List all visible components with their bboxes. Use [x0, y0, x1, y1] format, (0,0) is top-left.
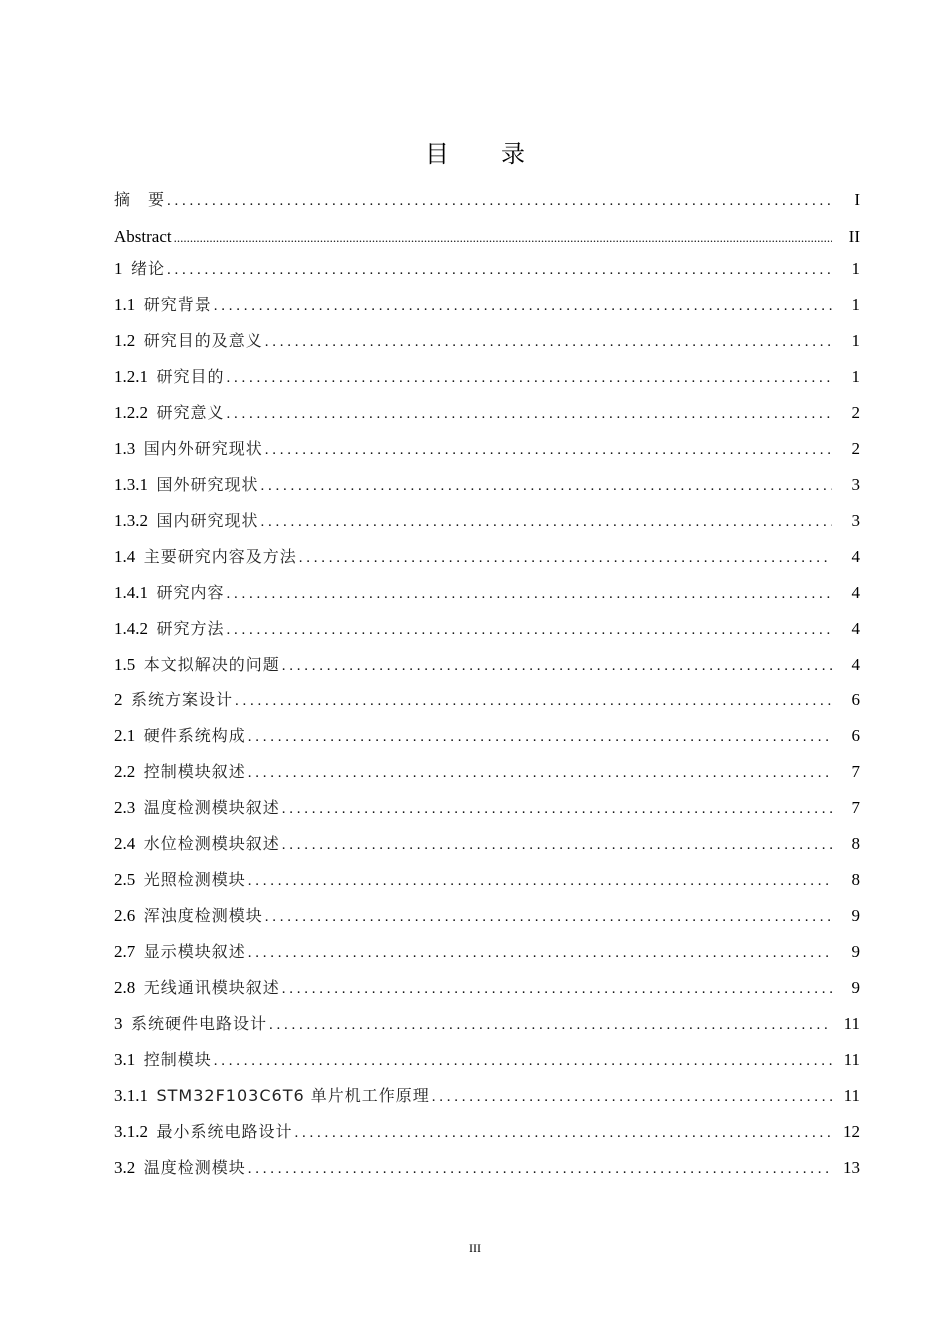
toc-dot-leader: [167, 258, 832, 282]
toc-entry-label: [114, 225, 172, 249]
toc-dot-leader: [214, 1049, 832, 1073]
toc-entry-page: 2: [851, 403, 860, 422]
toc-entry[interactable]: [114, 365, 860, 389]
toc-entry-number: 1.2.1: [114, 367, 148, 386]
toc-dot-leader: [248, 869, 832, 893]
toc-entry-page: 1: [851, 259, 860, 278]
toc-entry-label: [114, 365, 225, 389]
toc-dot-leader: [227, 366, 832, 390]
toc-entry-label: [114, 509, 259, 533]
toc-dot-leader: [265, 438, 832, 462]
toc-entry-number: 1: [114, 259, 123, 278]
page-title-char-1: 目: [425, 140, 449, 168]
toc-entry[interactable]: [114, 329, 860, 353]
toc-dot-leader: [295, 1121, 832, 1145]
toc-entry-label: [114, 760, 246, 784]
toc-entry-number: 2.1: [114, 726, 136, 745]
toc-entry-label: [114, 617, 225, 641]
toc-entry-page: 9: [851, 906, 860, 925]
toc-entry-number: 2.8: [114, 978, 136, 997]
toc-entry-title: 主要研究内容及方法: [143, 547, 297, 566]
toc-entry-number: 3: [114, 1014, 123, 1033]
toc-entry-page: 1: [851, 295, 860, 314]
toc-entry[interactable]: [114, 1048, 860, 1072]
toc-dot-leader: [432, 1085, 832, 1109]
toc-entry-title: 国外研究现状: [156, 475, 259, 494]
toc-entry[interactable]: [114, 796, 860, 820]
toc-entry-page: 11: [843, 1014, 860, 1033]
toc-entry[interactable]: [114, 724, 860, 748]
toc-dot-leader: [248, 725, 832, 749]
toc-entry-title: 浑浊度检测模块: [143, 906, 263, 925]
toc-entry[interactable]: [114, 1084, 860, 1108]
toc-entry-number: 2: [114, 690, 123, 709]
toc-entry-title: 国内外研究现状: [143, 439, 263, 458]
toc-entry-number: 3.1.1: [114, 1086, 148, 1105]
toc-entry-title: 温度检测模块叙述: [143, 798, 280, 817]
toc-entry-page: 11: [843, 1050, 860, 1069]
toc-entry-title: 研究内容: [156, 583, 225, 602]
toc-entry-title: 显示模块叙述: [143, 942, 246, 961]
toc-dot-leader: [227, 402, 832, 426]
toc-entry-label: [114, 796, 280, 820]
toc-dot-leader: [227, 618, 832, 642]
toc-entry-number: 1.2: [114, 331, 136, 350]
toc-entry-page: 4: [851, 583, 860, 602]
toc-entry[interactable]: [114, 293, 860, 317]
toc-dot-leader: [282, 797, 832, 821]
toc-dot-leader: [282, 977, 832, 1001]
toc-entry-label: [114, 724, 246, 748]
toc-entry-label: [114, 437, 263, 461]
toc-entry-label: [114, 473, 259, 497]
toc-entry-title: 温度检测模块: [143, 1158, 246, 1177]
toc-entry-number: 2.2: [114, 762, 136, 781]
toc-dot-leader: [174, 226, 832, 250]
toc-entry-label: [114, 581, 225, 605]
toc-entry-page: 1: [851, 367, 860, 386]
toc-dot-leader: [269, 1013, 832, 1037]
toc-entry-title: STM32F103C6T6 单片机工作原理: [156, 1086, 430, 1105]
toc-entry-number: 1.2.2: [114, 403, 148, 422]
toc-entry-page: II: [848, 227, 860, 246]
toc-entry-title: 研究方法: [156, 619, 225, 638]
page-title-char-2: 录: [501, 140, 525, 168]
footer-page-number: III: [469, 1241, 481, 1255]
toc-entry-label: [114, 832, 280, 856]
toc-entry-number: Abstract: [114, 227, 172, 246]
toc-entry-label: [114, 940, 246, 964]
toc-entry-title: 本文拟解决的问题: [143, 655, 280, 674]
toc-entry-title: 绪论: [131, 259, 166, 278]
toc-dot-leader: [265, 905, 832, 929]
toc-entry-label: [114, 653, 280, 677]
toc-entry-page: 6: [851, 690, 860, 709]
toc-entry-title: 控制模块叙述: [143, 762, 246, 781]
toc-entry-label: [114, 1156, 246, 1180]
toc-dot-leader: [248, 941, 832, 965]
toc-entry-label: [114, 401, 225, 425]
toc-entry-title: 研究意义: [156, 403, 225, 422]
toc-entry-label: [114, 188, 165, 212]
toc-entry[interactable]: [114, 868, 860, 892]
toc-entry-number: 1.3: [114, 439, 136, 458]
page-title: [0, 138, 950, 170]
toc-entry-page: 9: [851, 978, 860, 997]
toc-entry-label: [114, 1084, 430, 1108]
toc-entry-title: 国内研究现状: [156, 511, 259, 530]
toc-entry-title: 硬件系统构成: [143, 726, 246, 745]
toc-entry-title: 水位检测模块叙述: [143, 834, 280, 853]
toc-entry-page: 4: [851, 619, 860, 638]
toc-entry-title: 研究背景: [143, 295, 212, 314]
toc-entry-title: 系统方案设计: [131, 690, 234, 709]
toc-entry-title: 研究目的: [156, 367, 225, 386]
toc-entry-page: 8: [851, 834, 860, 853]
toc-entry[interactable]: [114, 1120, 860, 1144]
toc-entry-page: 9: [851, 942, 860, 961]
toc-entry-page: 6: [851, 726, 860, 745]
toc-entry[interactable]: [114, 653, 860, 677]
toc-entry-page: I: [854, 190, 860, 209]
toc-entry[interactable]: [114, 832, 860, 856]
toc-entry-page: 8: [851, 870, 860, 889]
toc-entry-title: 研究目的及意义: [143, 331, 263, 350]
toc-entry[interactable]: [114, 904, 860, 928]
toc-entry-label: [114, 329, 263, 353]
toc-entry-title: 最小系统电路设计: [156, 1122, 293, 1141]
toc-entry-number: 2.6: [114, 906, 136, 925]
toc-entry-number: 2.7: [114, 942, 136, 961]
toc-entry-title: 控制模块: [143, 1050, 212, 1069]
toc-entry-page: 7: [851, 762, 860, 781]
toc-entry-label: [114, 1012, 267, 1036]
toc-dot-leader: [167, 189, 832, 213]
toc-entry-page: 3: [851, 475, 860, 494]
toc-entry[interactable]: [114, 509, 860, 533]
toc-entry[interactable]: [114, 940, 860, 964]
toc-entry-page: 4: [851, 547, 860, 566]
toc-dot-leader: [227, 582, 832, 606]
toc-dot-leader: [214, 294, 832, 318]
toc-entry-page: 1: [851, 331, 860, 350]
toc-entry-number: 2.4: [114, 834, 136, 853]
toc-dot-leader: [282, 654, 832, 678]
toc-entry-label: [114, 293, 212, 317]
toc-entry-title: 无线通讯模块叙述: [143, 978, 280, 997]
toc-entry-number: 1.3.2: [114, 511, 148, 530]
toc-dot-leader: [261, 510, 832, 534]
toc-entry[interactable]: [114, 976, 860, 1000]
toc-entry[interactable]: [114, 437, 860, 461]
toc-entry[interactable]: [114, 617, 860, 641]
toc-entry-number: 1.5: [114, 655, 136, 674]
toc-entry[interactable]: [114, 257, 860, 281]
toc-entry-number: 1.4.2: [114, 619, 148, 638]
toc-entry-number: 3.2: [114, 1158, 136, 1177]
toc-entry[interactable]: [114, 760, 860, 784]
toc-entry-label: [114, 868, 246, 892]
toc-dot-leader: [261, 474, 832, 498]
toc-dot-leader: [235, 689, 832, 713]
toc-entry[interactable]: [114, 581, 860, 605]
toc-entry-page: 2: [851, 439, 860, 458]
toc-entry-page: 13: [843, 1158, 860, 1177]
toc-entry-title: 系统硬件电路设计: [131, 1014, 268, 1033]
toc-dot-leader: [265, 330, 832, 354]
toc-entry-number: 2.5: [114, 870, 136, 889]
toc-entry-page: 3: [851, 511, 860, 530]
toc-entry-label: [114, 688, 233, 712]
toc-entry-number: 1.3.1: [114, 475, 148, 494]
toc-entry-number: 3.1.2: [114, 1122, 148, 1141]
toc-entry-label: [114, 257, 165, 281]
toc-entry-label: [114, 976, 280, 1000]
toc-entry-label: [114, 904, 263, 928]
toc-entry-label: [114, 1048, 212, 1072]
toc-dot-leader: [299, 546, 832, 570]
toc-entry[interactable]: [114, 1012, 860, 1036]
toc-entry[interactable]: [114, 688, 860, 712]
toc-entry-page: 7: [851, 798, 860, 817]
toc-entry[interactable]: [114, 1156, 860, 1180]
toc-dot-leader: [248, 761, 832, 785]
toc-entry[interactable]: [114, 225, 860, 249]
toc-entry[interactable]: [114, 545, 860, 569]
toc-entry[interactable]: [114, 188, 860, 212]
toc-dot-leader: [248, 1157, 832, 1181]
toc-entry-number: 1.1: [114, 295, 136, 314]
toc-entry-number: 1.4.1: [114, 583, 148, 602]
toc-entry-title: 摘 要: [114, 190, 166, 209]
toc-entry-label: [114, 545, 297, 569]
toc-dot-leader: [282, 833, 832, 857]
toc-entry-number: 1.4: [114, 547, 136, 566]
toc-entry-number: 2.3: [114, 798, 136, 817]
toc-entry[interactable]: [114, 401, 860, 425]
toc-entry[interactable]: [114, 473, 860, 497]
toc-entry-page: 4: [851, 655, 860, 674]
toc-entry-number: 3.1: [114, 1050, 136, 1069]
toc-entry-page: 12: [843, 1122, 860, 1141]
toc-entry-label: [114, 1120, 293, 1144]
toc-entry-title: 光照检测模块: [143, 870, 246, 889]
toc-entry-page: 11: [843, 1086, 860, 1105]
